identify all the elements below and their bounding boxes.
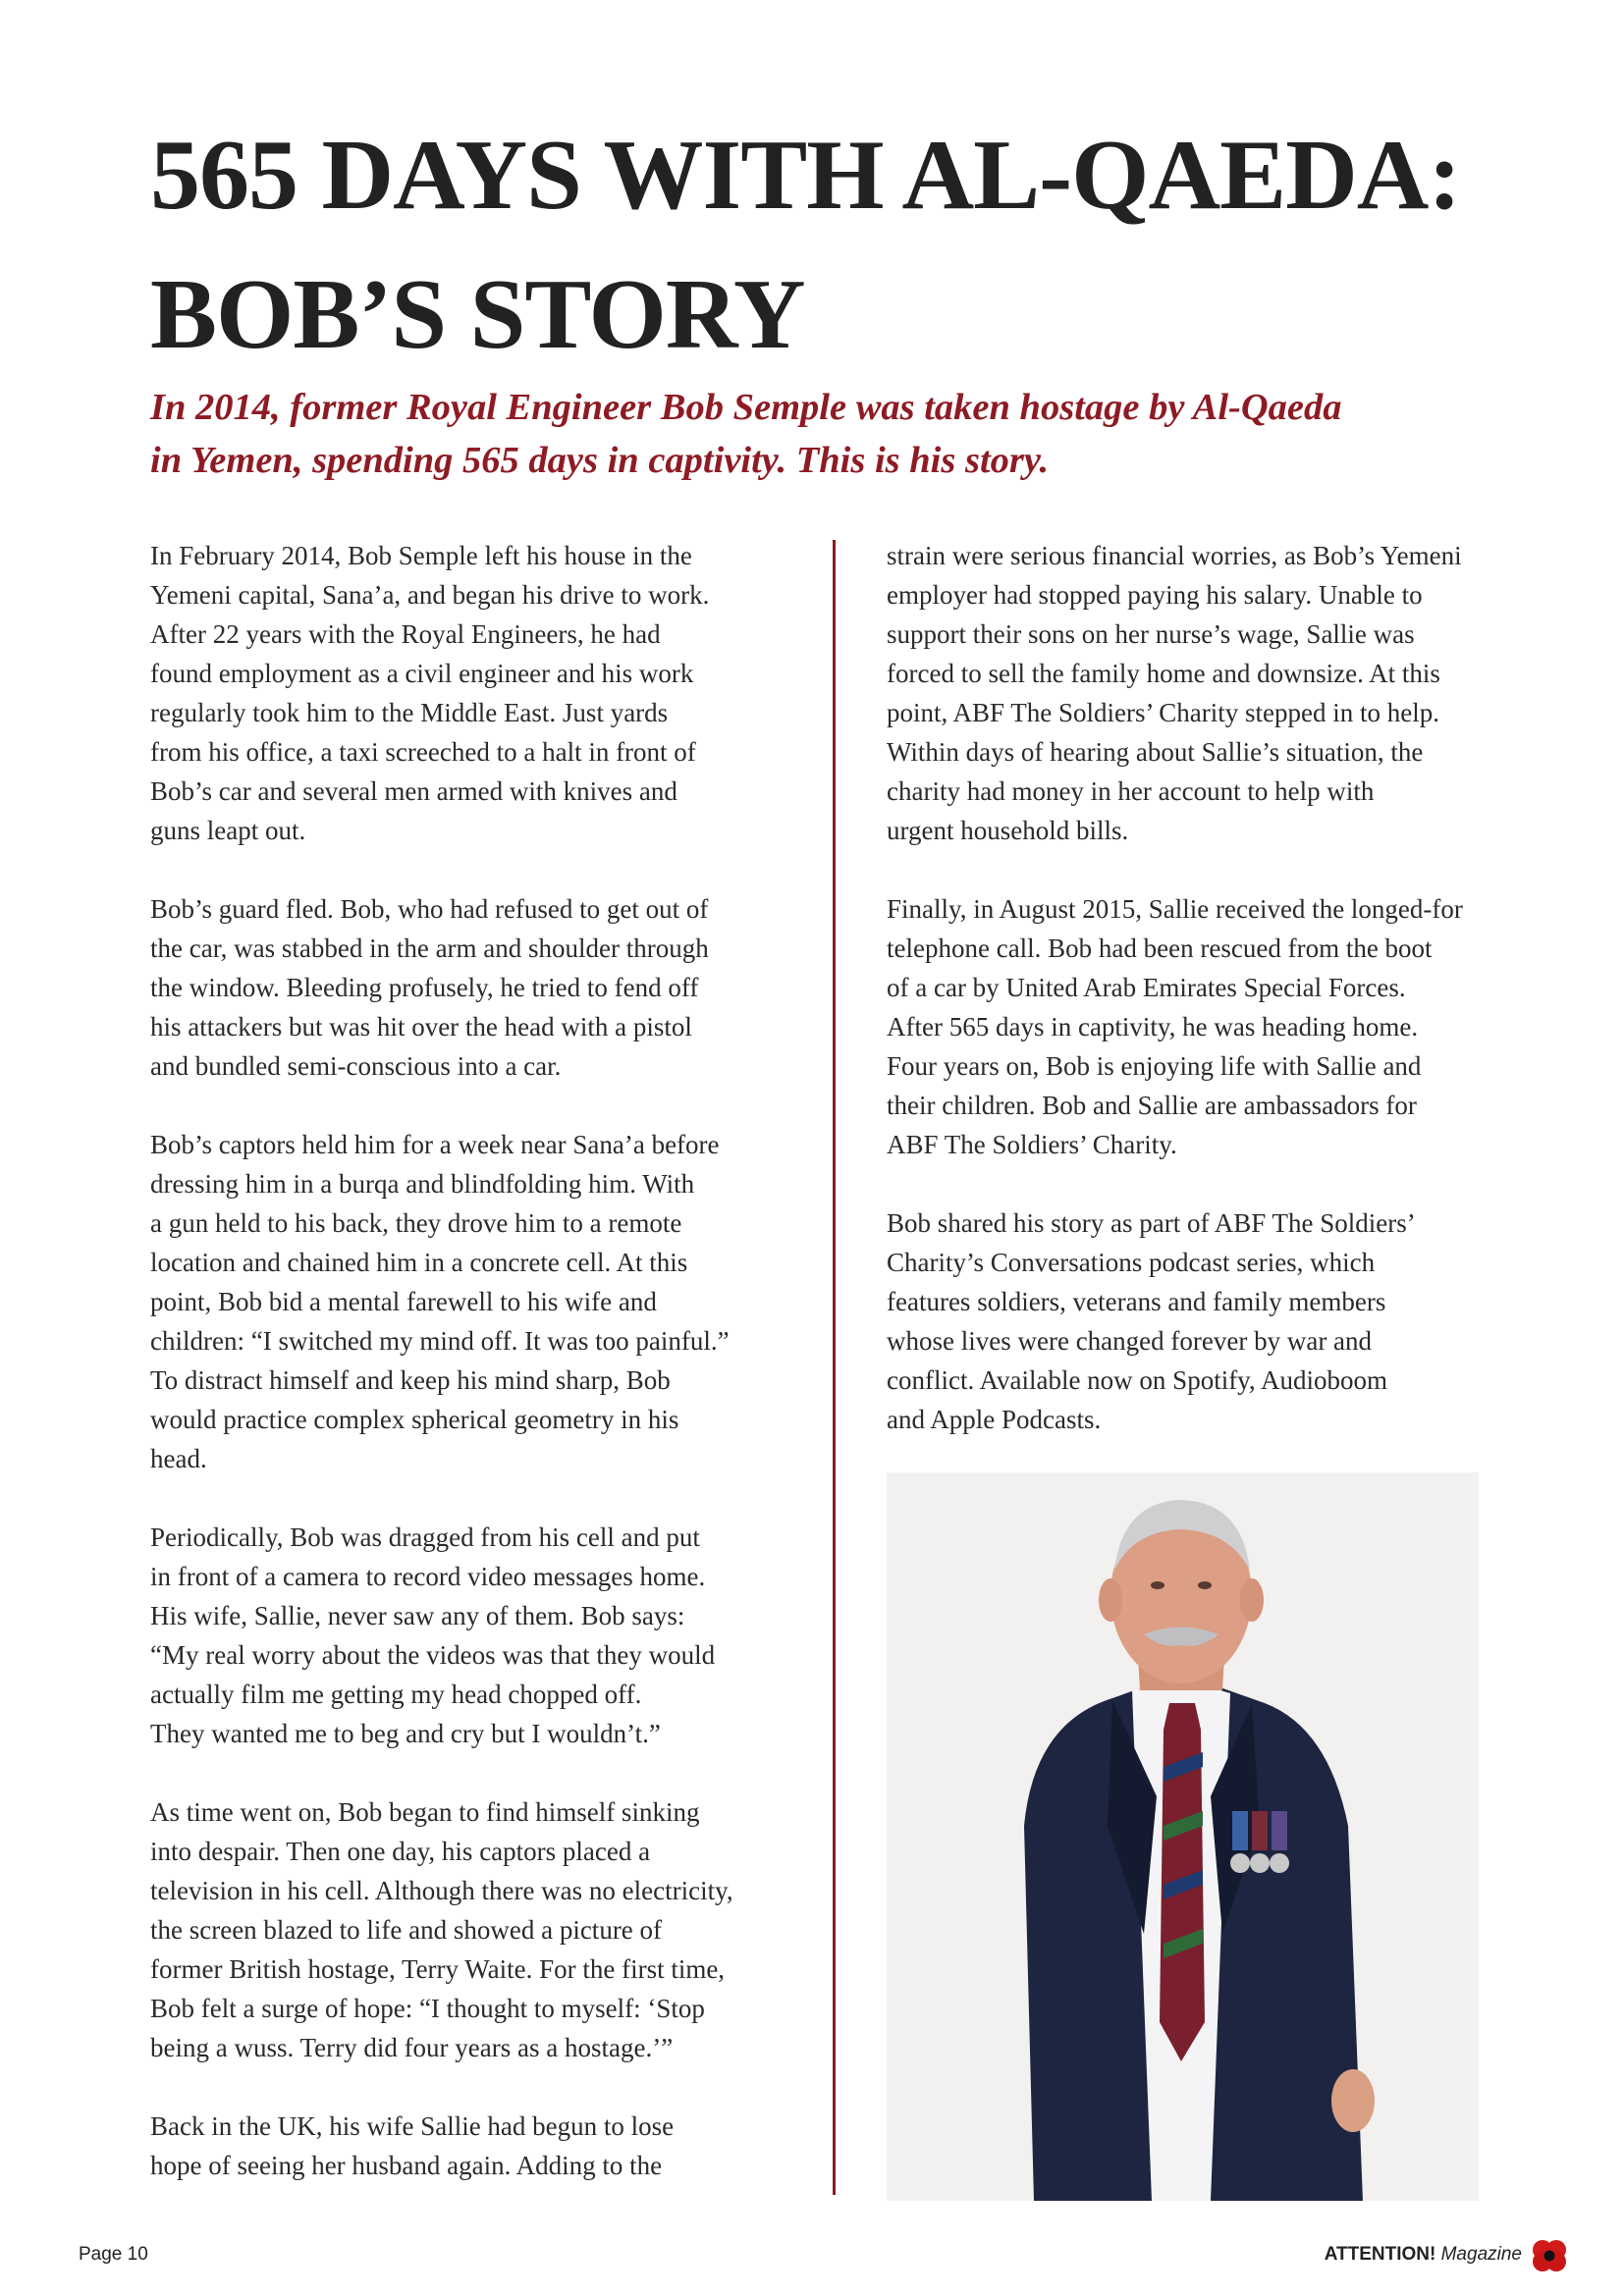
paragraph-line: ABF The Soldiers’ Charity.: [887, 1130, 1177, 1159]
paragraph-line: His wife, Sallie, never saw any of them. Bob says:: [150, 1601, 685, 1630]
headline-line: 565 DAYS WITH AL-QAEDA:: [150, 120, 1461, 231]
paragraph-line: a gun held to his back, they drove him to a remote: [150, 1208, 682, 1238]
paragraph: [150, 2107, 798, 2185]
paragraph-line: charity had money in her account to help with: [887, 776, 1375, 806]
paragraph-line: and bundled semi-conscious into a car.: [150, 1051, 562, 1081]
paragraph-line: support their sons on her nurse’s wage, Sallie was: [887, 619, 1415, 649]
paragraph: [150, 1518, 798, 1753]
paragraph-line: Four years on, Bob is enjoying life with Sallie and: [887, 1051, 1422, 1081]
paragraph-line: telephone call. Bob had been rescued from the boot: [887, 934, 1433, 963]
paragraph-line: point, ABF The Soldiers’ Charity stepped in to help.: [887, 698, 1439, 727]
magazine-name-italic: Magazine: [1440, 2244, 1522, 2265]
column-divider: [833, 540, 836, 2195]
paragraph-line: point, Bob bid a mental farewell to his wife and: [150, 1287, 657, 1316]
poppy-icon: [1530, 2236, 1569, 2275]
magazine-name: [1325, 2244, 1522, 2266]
paragraph-line: “My real worry about the videos was that they would: [150, 1640, 716, 1670]
paragraph-line: television in his cell. Although there was no electricity,: [150, 1876, 733, 1905]
paragraph-line: dressing him in a burqa and blindfolding him. With: [150, 1169, 695, 1199]
standfirst: [150, 381, 1525, 487]
paragraph-line: Bob’s captors held him for a week near Sana’a before: [150, 1130, 720, 1159]
left-column: [150, 536, 798, 2185]
paragraph-line: conflict. Available now on Spotify, Audioboom: [887, 1365, 1387, 1395]
standfirst-line: in Yemen, spending 565 days in captivity. This is his story.: [150, 440, 1050, 481]
paragraph-line: in front of a camera to record video messages home.: [150, 1562, 706, 1591]
paragraph-line: from his office, a taxi screeched to a halt in front of: [150, 737, 696, 767]
paragraph-line: Periodically, Bob was dragged from his cell and put: [150, 1522, 700, 1552]
paragraph-line: former British hostage, Terry Waite. For the first time,: [150, 1954, 726, 1984]
paragraph-line: Finally, in August 2015, Sallie received the longed-for: [887, 894, 1463, 924]
paragraph-line: children: “I switched my mind off. It was too painful.”: [150, 1326, 730, 1356]
paragraph-line: would practice complex spherical geometry in his: [150, 1405, 679, 1434]
paragraph-line: employer had stopped paying his salary. Unable to: [887, 580, 1423, 610]
paragraph-line: location and chained him in a concrete cell. At this: [150, 1248, 688, 1277]
paragraph-line: strain were serious financial worries, as Bob’s Yemeni: [887, 541, 1462, 570]
paragraph-line: They wanted me to beg and cry but I wouldn’t.”: [150, 1719, 661, 1748]
magazine-name-bold: ATTENTION!: [1324, 2244, 1436, 2265]
paragraph-line: Bob’s guard fled. Bob, who had refused to get out of: [150, 894, 709, 924]
paragraph-line: forced to sell the family home and downsize. At this: [887, 659, 1440, 688]
paragraph: [150, 889, 798, 1086]
page-number: Page 10: [79, 2244, 148, 2265]
paragraph-line: regularly took him to the Middle East. Just yards: [150, 698, 669, 727]
paragraph-line: Bob’s car and several men armed with knives and: [150, 776, 677, 806]
paragraph-line: Charity’s Conversations podcast series, which: [887, 1248, 1376, 1277]
standfirst-line: In 2014, former Royal Engineer Bob Semple was taken hostage by Al-Qaeda: [150, 387, 1342, 428]
portrait-photo: [887, 1472, 1479, 2201]
paragraph-line: the window. Bleeding profusely, he tried to fend off: [150, 973, 699, 1002]
paragraph-line: into despair. Then one day, his captors placed a: [150, 1837, 651, 1866]
paragraph-line: actually film me getting my head chopped off.: [150, 1680, 642, 1709]
paragraph-line: Bob felt a surge of hope: “I thought to myself: ‘Stop: [150, 1994, 705, 2023]
paragraph: [150, 1125, 798, 1478]
headline: [150, 106, 1525, 385]
headline-line: BOB’S STORY: [150, 259, 805, 370]
paragraph-line: As time went on, Bob began to find himself sinking: [150, 1797, 700, 1827]
paragraph-line: urgent household bills.: [887, 816, 1129, 845]
paragraph-line: Yemeni capital, Sana’a, and began his drive to work.: [150, 580, 710, 610]
paragraph-line: the screen blazed to life and showed a picture of: [150, 1915, 663, 1945]
paragraph-line: In February 2014, Bob Semple left his house in the: [150, 541, 692, 570]
paragraph-line: After 22 years with the Royal Engineers, he had: [150, 619, 661, 649]
paragraph-line: their children. Bob and Sallie are ambassadors for: [887, 1091, 1417, 1120]
paragraph: [887, 1203, 1535, 1439]
paragraph-line: features soldiers, veterans and family members: [887, 1287, 1386, 1316]
paragraph: [887, 889, 1535, 1164]
paragraph-line: Bob shared his story as part of ABF The Soldiers’: [887, 1208, 1416, 1238]
paragraph-line: Back in the UK, his wife Sallie had begun to lose: [150, 2111, 675, 2141]
paragraph-line: and Apple Podcasts.: [887, 1405, 1102, 1434]
paragraph: [887, 536, 1535, 850]
paragraph-line: head.: [150, 1444, 207, 1473]
paragraph-line: To distract himself and keep his mind sharp, Bob: [150, 1365, 671, 1395]
paragraph: [150, 1792, 798, 2067]
paragraph-line: the car, was stabbed in the arm and shoulder through: [150, 934, 709, 963]
paragraph-line: Within days of hearing about Sallie’s situation, the: [887, 737, 1424, 767]
paragraph-line: found employment as a civil engineer and his work: [150, 659, 694, 688]
paragraph-line: his attackers but was hit over the head with a pistol: [150, 1012, 692, 1041]
paragraph-line: guns leapt out.: [150, 816, 306, 845]
paragraph-line: being a wuss. Terry did four years as a hostage.’”: [150, 2033, 674, 2062]
paragraph-line: whose lives were changed forever by war and: [887, 1326, 1373, 1356]
right-column: [887, 536, 1535, 1439]
paragraph: [150, 536, 798, 850]
paragraph-line: hope of seeing her husband again. Adding to the: [150, 2151, 663, 2180]
paragraph-line: of a car by United Arab Emirates Special Forces.: [887, 973, 1406, 1002]
paragraph-line: After 565 days in captivity, he was heading home.: [887, 1012, 1419, 1041]
